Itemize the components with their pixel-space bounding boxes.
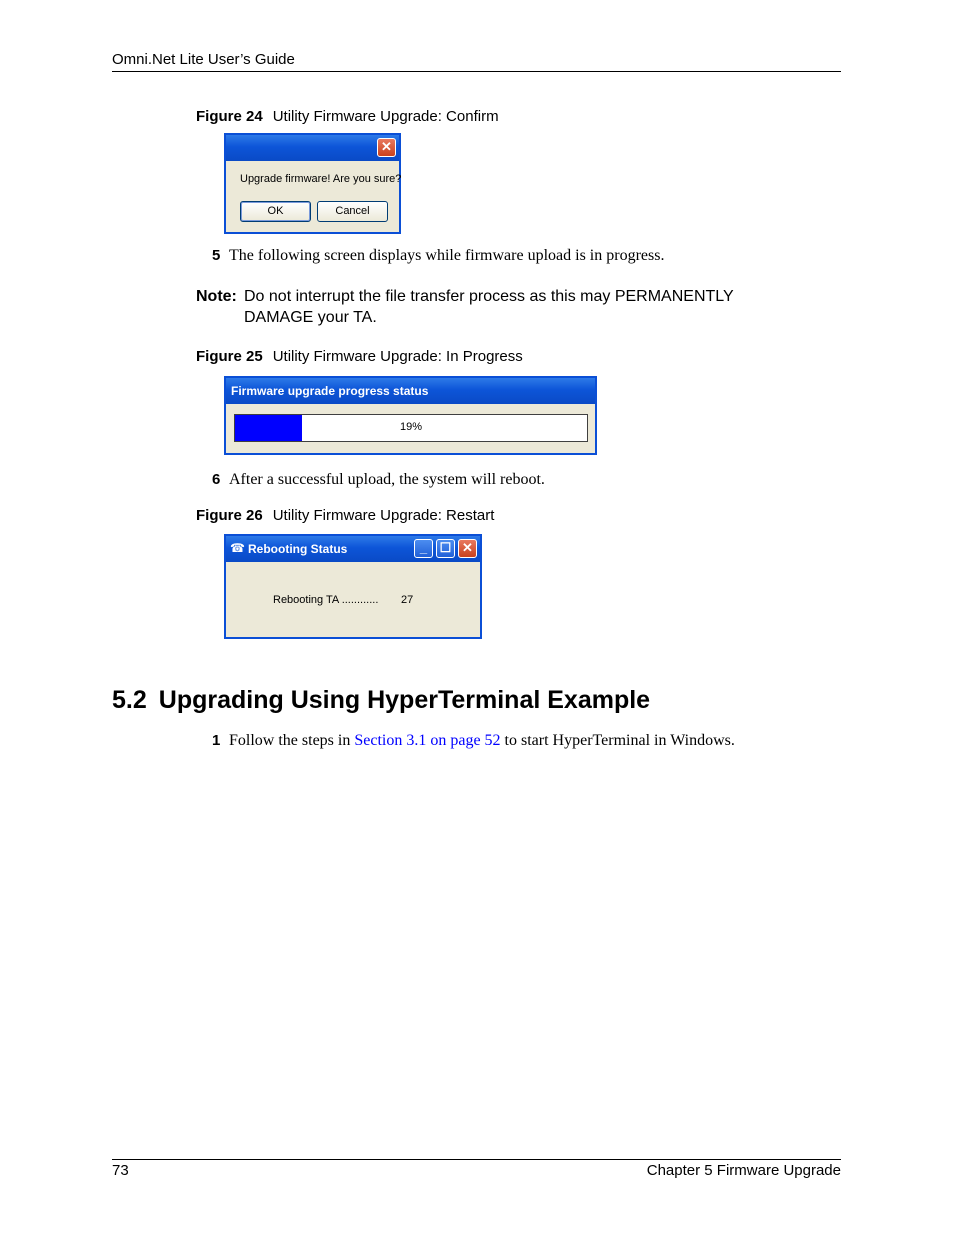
section-link[interactable]: Section 3.1 on page 52 [354, 732, 501, 749]
step-1 [212, 732, 735, 750]
note-text: Do not interrupt the file transfer process as this may PERMANENTLY DAMAGE your TA. [244, 288, 734, 326]
progress-dialog [224, 376, 597, 455]
figure-24-title: Utility Firmware Upgrade: Confirm [272, 108, 499, 125]
section-number: 5.2 [112, 686, 147, 714]
rebooting-dialog [224, 534, 482, 639]
minimize-icon: _ [419, 540, 428, 555]
step-6-number: 6 [212, 471, 221, 488]
close-button[interactable] [377, 138, 396, 157]
note [196, 286, 796, 326]
confirm-dialog-titlebar [226, 135, 399, 161]
maximize-button[interactable] [436, 539, 455, 558]
step-1-text-before: Follow the steps in [229, 732, 355, 749]
figure-26-caption [196, 507, 494, 524]
figure-25-title: Utility Firmware Upgrade: In Progress [272, 348, 523, 365]
rebooting-message: Rebooting TA ............ [273, 594, 379, 606]
header-rule [112, 71, 841, 72]
step-1-number: 1 [212, 732, 221, 749]
minimize-button[interactable] [414, 539, 433, 558]
footer-rule [112, 1159, 841, 1160]
running-header: Omni.Net Lite User’s Guide [112, 51, 295, 68]
step-5 [212, 247, 664, 265]
figure-24-label: Figure 24 [196, 108, 263, 125]
step-6 [212, 471, 545, 489]
close-icon: ✕ [462, 540, 473, 555]
section-heading [112, 686, 650, 715]
rebooting-dialog-title: Rebooting Status [248, 542, 348, 556]
note-label: Note: [196, 288, 237, 305]
section-title: Upgrading Using HyperTerminal Example [158, 686, 651, 714]
maximize-icon: ☐ [439, 540, 452, 555]
step-5-text: The following screen displays while firmware upload is in progress. [229, 247, 665, 264]
chapter-title: Chapter 5 Firmware Upgrade [646, 1162, 841, 1179]
figure-26-label: Figure 26 [196, 507, 263, 524]
cancel-button[interactable]: Cancel [317, 201, 388, 222]
app-icon: ☎ [230, 541, 245, 555]
rebooting-count: 27 [401, 594, 414, 606]
confirm-dialog [224, 133, 401, 234]
figure-26-title: Utility Firmware Upgrade: Restart [272, 507, 495, 524]
step-5-number: 5 [212, 247, 221, 264]
progress-bar [234, 414, 588, 442]
progress-dialog-titlebar [226, 378, 595, 404]
confirm-message: Upgrade firmware! Are you sure? [240, 173, 402, 185]
step-6-text: After a successful upload, the system will reboot. [229, 471, 545, 488]
close-icon: ✕ [381, 139, 392, 154]
close-button[interactable] [458, 539, 477, 558]
ok-button[interactable]: OK [240, 201, 311, 222]
progress-dialog-title: Firmware upgrade progress status [231, 384, 429, 398]
figure-25-label: Figure 25 [196, 348, 263, 365]
figure-25-caption [196, 348, 523, 365]
figure-24-caption [196, 108, 499, 125]
page-number: 73 [112, 1162, 129, 1179]
rebooting-dialog-titlebar [226, 536, 480, 562]
progress-percent: 19% [399, 421, 423, 433]
step-1-text-after: to start HyperTerminal in Windows. [500, 732, 735, 749]
